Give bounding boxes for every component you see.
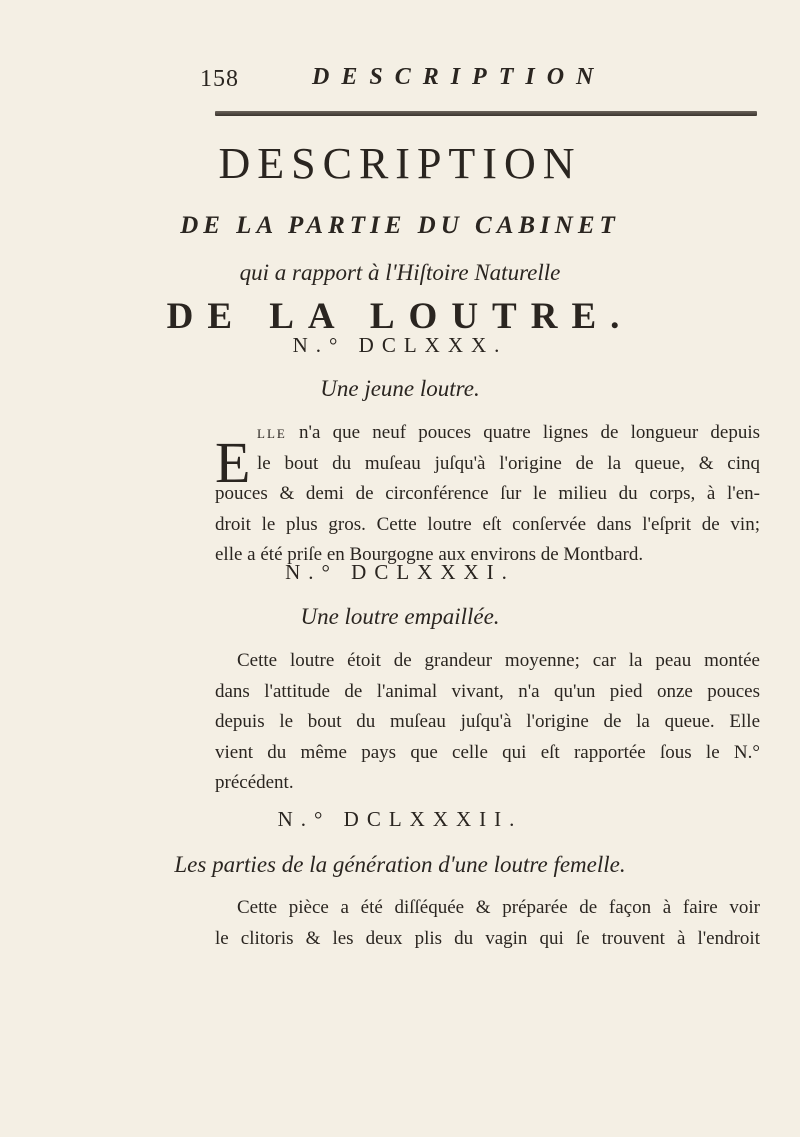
text-line: vient du même pays que celle qui eſt rapportée ſous le N.° xyxy=(215,741,760,763)
text-line-rest: n'a que neuf pouces quatre lignes de longueur depuis xyxy=(286,422,760,443)
text-line: dans l'attitude de l'animal vivant, n'a qu'un pied onze pouces xyxy=(215,680,760,702)
entry-heading: Une loutre empaillée. xyxy=(300,604,500,629)
title-relation: qui a rapport à l'Hiſtoire Naturelle xyxy=(239,260,561,285)
title-main: DESCRIPTION xyxy=(218,139,582,188)
running-title: DESCRIPTION xyxy=(312,64,606,90)
text-line: Cette loutre étoit de grandeur moyenne; car la peau montée xyxy=(237,650,760,671)
text-line xyxy=(215,418,760,449)
text-line: précédent. xyxy=(215,772,294,793)
text-line: elle a été priſe en Bourgogne aux environs de Montbard. xyxy=(215,544,644,565)
text-line: Cette pièce a été diſſéquée & préparée de façon à faire voir xyxy=(237,897,760,918)
text-line: le clitoris & les deux plis du vagin qui ſe trouvent à l'endroit xyxy=(215,927,760,949)
drop-cap: E xyxy=(215,430,251,495)
ornamental-rule xyxy=(215,111,757,116)
text-line: depuis le bout du muſeau juſqu'à l'origine de la queue. Elle xyxy=(215,711,760,732)
smallcaps-word: lle xyxy=(257,422,287,443)
entry-heading: Une jeune loutre. xyxy=(320,376,480,401)
entry-number: N.° DCLXXX. xyxy=(292,333,508,357)
text-line: droit le plus gros. Cette loutre eſt conſervée dans l'eſprit de vin; xyxy=(215,513,760,535)
text-line: le bout du muſeau juſqu'à l'origine de la queue, & cinq xyxy=(257,452,760,474)
entry-number: N.° DCLXXXII. xyxy=(277,807,523,831)
title-animal: DE LA LOUTRE. xyxy=(166,296,634,337)
page-number: 158 xyxy=(200,66,239,92)
text-line: pouces & demi de circonférence ſur le milieu du corps, à l'en- xyxy=(215,483,760,504)
title-subtitle: DE LA PARTIE DU CABINET xyxy=(180,212,620,239)
entry-heading: Les parties de la génération d'une loutre femelle. xyxy=(174,852,626,877)
entry-paragraph xyxy=(215,418,760,571)
entry-paragraph xyxy=(215,893,760,954)
entry-number: N.° DCLXXXI. xyxy=(285,560,515,584)
entry-paragraph xyxy=(215,646,760,799)
